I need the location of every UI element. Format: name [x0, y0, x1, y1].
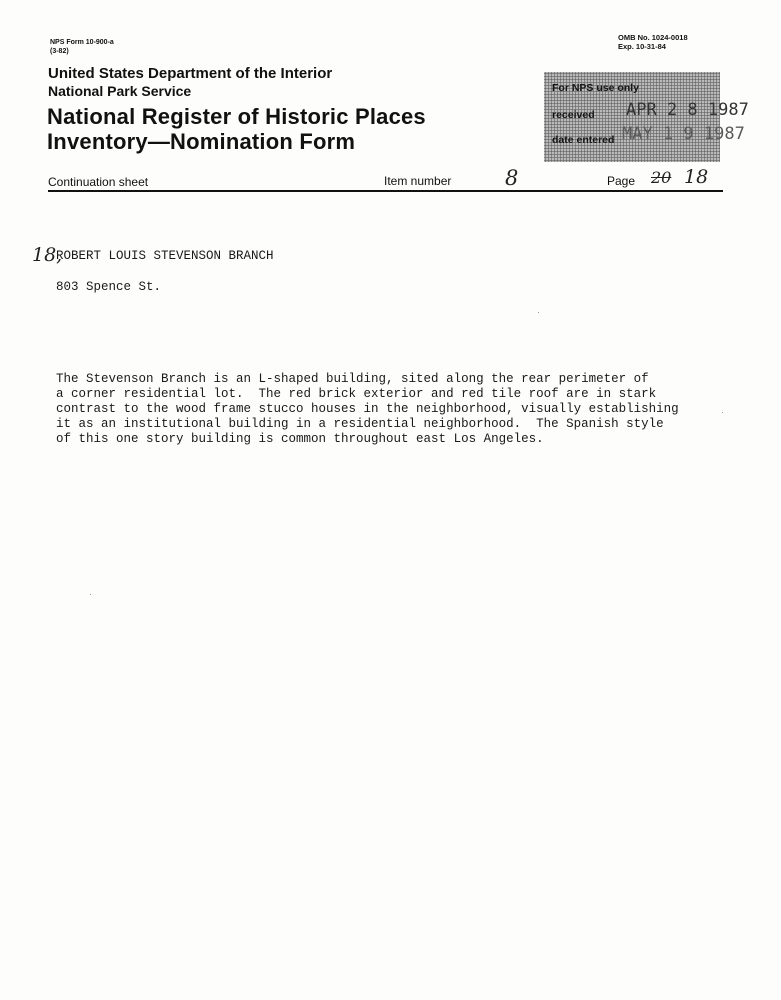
- form-title-line2: Inventory—Nomination Form: [47, 129, 356, 154]
- scan-speck: [538, 312, 539, 313]
- item-number-value: 8: [505, 166, 519, 190]
- description-line: The Stevenson Branch is an L-shaped building, sited along the rear perimeter of: [56, 372, 649, 386]
- description-line: a corner residential lot. The red brick exterior and red tile roof are in stark: [56, 387, 657, 401]
- nps-use-only-stamp: [544, 72, 749, 162]
- stamp-heading: For NPS use only: [552, 82, 639, 94]
- description-line: of this one story building is common throughout east Los Angeles.: [56, 432, 544, 446]
- description-line: contrast to the wood frame stucco houses in the neighborhood, visually establishing: [56, 402, 679, 416]
- form-title-line1: National Register of Historic Places: [47, 104, 426, 129]
- expiration-date: Exp. 10-31-84: [618, 42, 666, 51]
- form-number: NPS Form 10-900-a: [50, 39, 114, 46]
- item-number-label: Item number: [384, 174, 452, 188]
- page-label: Page: [607, 174, 636, 188]
- page-number: 18: [684, 166, 709, 188]
- department-heading: United States Department of the Interior: [48, 65, 333, 82]
- received-date: APR 2 8 1987: [626, 100, 749, 120]
- property-name: ROBERT LOUIS STEVENSON BRANCH: [56, 249, 274, 263]
- header-rule: [48, 190, 723, 192]
- description-line: it as an institutional building in a residential neighborhood. The Spanish style: [56, 417, 664, 431]
- entered-label: date entered: [552, 134, 615, 146]
- form-revision: (3-82): [50, 48, 69, 55]
- omb-number: OMB No. 1024-0018: [618, 33, 688, 42]
- scan-speck: [722, 412, 723, 413]
- page-number-struck: 20: [651, 168, 672, 187]
- property-address: 803 Spence St.: [56, 280, 162, 294]
- entry-number: 18,: [32, 244, 63, 266]
- description-paragraph: [56, 372, 679, 447]
- continuation-sheet-label: Continuation sheet: [48, 175, 149, 189]
- entered-date: MAY 1 9 1987: [622, 124, 745, 144]
- received-label: received: [552, 109, 595, 121]
- agency-heading: National Park Service: [48, 83, 192, 99]
- scan-speck: [90, 594, 91, 595]
- form-number-block: [50, 38, 114, 56]
- omb-block: [618, 33, 688, 51]
